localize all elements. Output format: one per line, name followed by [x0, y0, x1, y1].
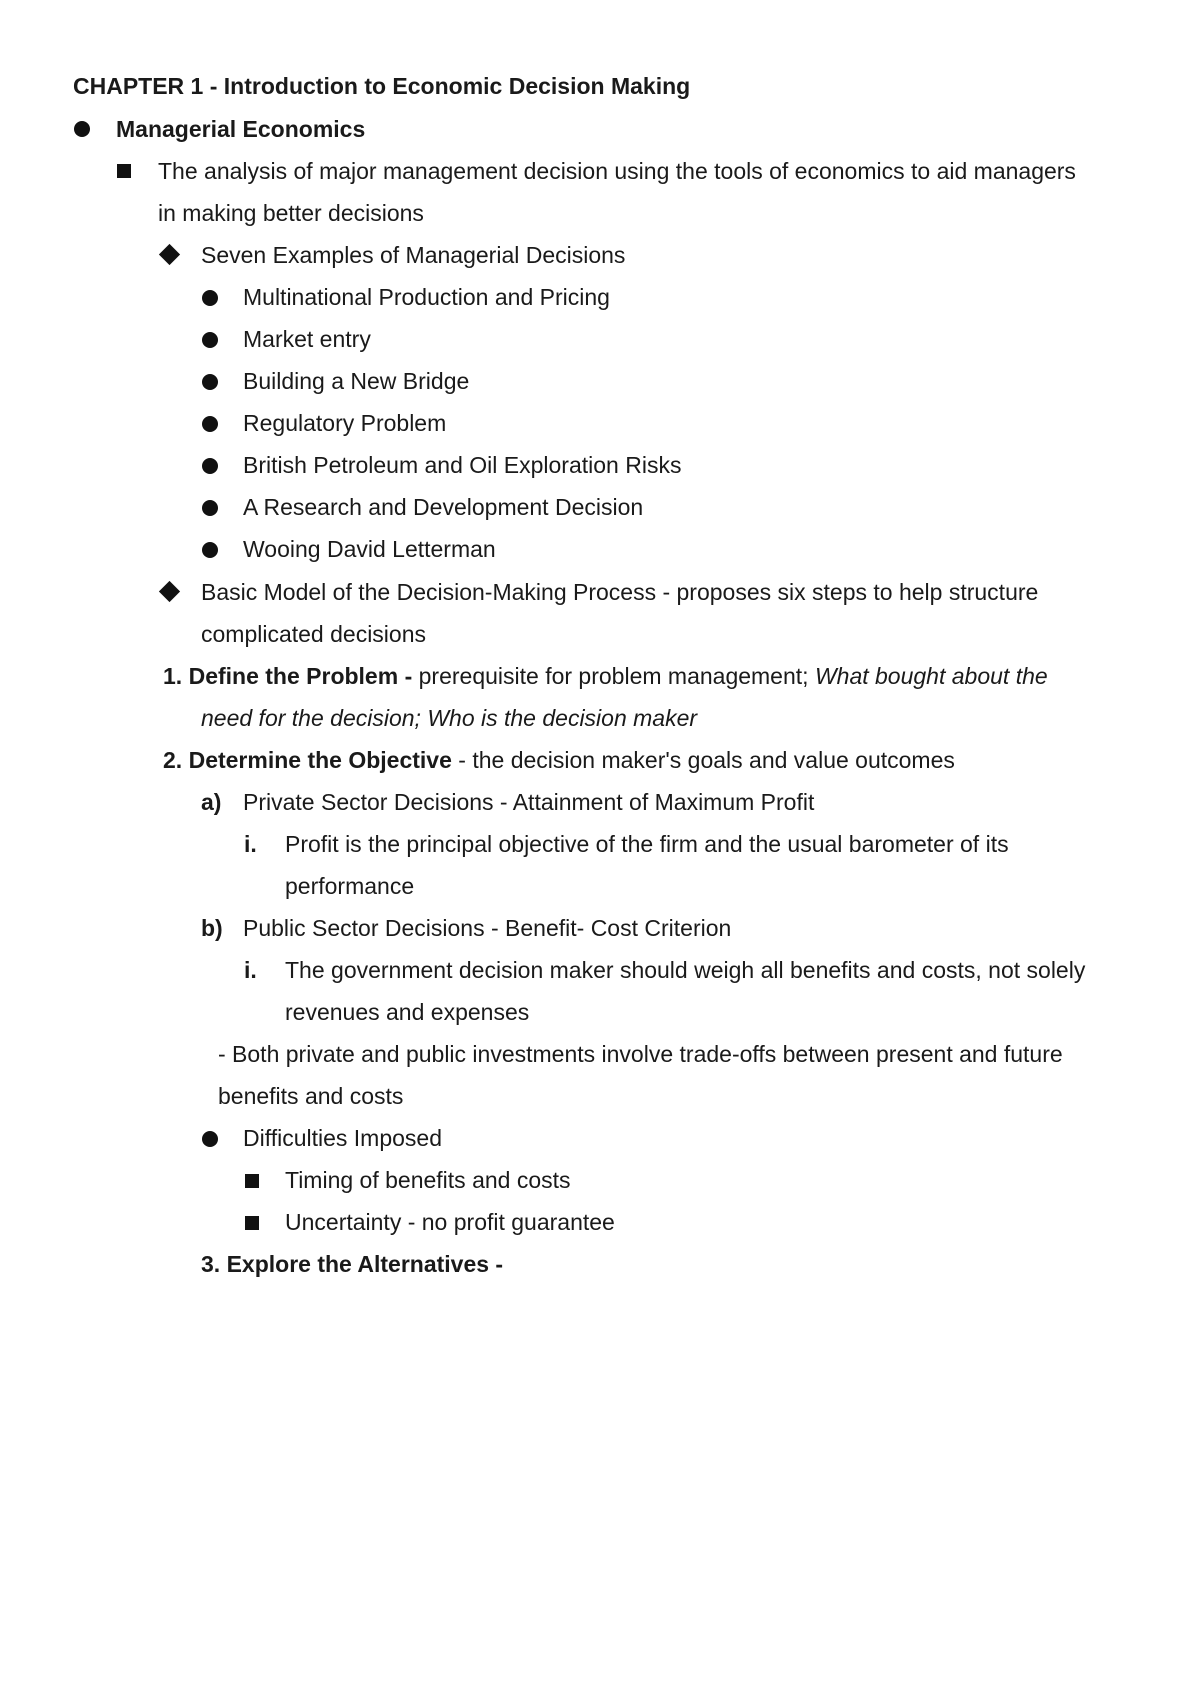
basic-model-line: Basic Model of the Decision-Making Process - proposes six steps to help structure: [201, 579, 1039, 605]
heading-managerial-economics: Managerial Economics: [116, 116, 366, 142]
bullet-circle-icon: [202, 290, 218, 306]
public-sector-line: Public Sector Decisions - Benefit- Cost Criterion: [243, 915, 732, 941]
step-1-italic: What bought about the: [814, 663, 1048, 689]
tradeoff-note: - Both private and public investments involve trade-offs between present and future: [218, 1041, 1063, 1067]
list-item: Timing of benefits and costs: [285, 1167, 571, 1193]
step-2-line: [163, 745, 955, 775]
step-1-italic-cont: need for the decision; Who is the decision maker: [201, 705, 698, 731]
list-item: A Research and Development Decision: [243, 494, 644, 520]
bullet-circle-icon: [202, 1131, 218, 1147]
list-item: British Petroleum and Oil Exploration Risks: [243, 452, 682, 478]
step-2-label: Determine the Objective: [188, 747, 452, 773]
government-line: revenues and expenses: [285, 999, 530, 1025]
step-1-label: Define the Problem -: [188, 663, 413, 689]
bullet-diamond-icon: [159, 581, 180, 602]
tradeoff-note: benefits and costs: [218, 1083, 404, 1109]
profit-line: Profit is the principal objective of the firm and the usual barometer of its: [285, 831, 1009, 857]
difficulties-heading: Difficulties Imposed: [243, 1125, 442, 1151]
step-3-label: 3. Explore the Alternatives -: [201, 1251, 504, 1277]
bullet-circle-icon: [202, 332, 218, 348]
step-2-text: - the decision maker's goals and value outcomes: [451, 747, 955, 773]
private-sector-line: Private Sector Decisions - Attainment of Maximum Profit: [243, 789, 815, 815]
list-marker-i: i.: [244, 831, 257, 857]
seven-examples-heading: Seven Examples of Managerial Decisions: [201, 242, 626, 268]
government-line: The government decision maker should weigh all benefits and costs, not solely: [285, 957, 1086, 983]
list-marker-a: a): [201, 789, 222, 815]
bullet-circle-icon: [202, 500, 218, 516]
list-item: Regulatory Problem: [243, 410, 447, 436]
bullet-circle-icon: [202, 542, 218, 558]
list-marker-i: i.: [244, 957, 257, 983]
list-marker-b: b): [201, 915, 223, 941]
list-item: Market entry: [243, 326, 371, 352]
list-item: Uncertainty - no profit guarantee: [285, 1209, 615, 1235]
list-item: Building a New Bridge: [243, 368, 470, 394]
list-item: Wooing David Letterman: [243, 536, 496, 562]
bullet-circle-icon: [202, 458, 218, 474]
step-1-text: prerequisite for problem management;: [412, 663, 815, 689]
page-title: CHAPTER 1 - Introduction to Economic Decision Making: [73, 73, 691, 99]
definition-line: The analysis of major management decision using the tools of economics to aid managers: [158, 158, 1076, 184]
definition-line: in making better decisions: [158, 200, 424, 226]
step-1-line: [163, 661, 1048, 691]
step-1-number: 1.: [163, 663, 183, 689]
step-2-number: 2.: [163, 747, 183, 773]
bullet-diamond-icon: [159, 244, 180, 265]
bullet-square-icon: [245, 1216, 259, 1230]
bullet-circle-icon: [202, 416, 218, 432]
basic-model-line: complicated decisions: [201, 621, 427, 647]
list-item: Multinational Production and Pricing: [243, 284, 610, 310]
bullet-circle-icon: [74, 121, 90, 137]
profit-line: performance: [285, 873, 415, 899]
bullet-circle-icon: [202, 374, 218, 390]
bullet-square-icon: [245, 1174, 259, 1188]
bullet-square-icon: [117, 164, 131, 178]
